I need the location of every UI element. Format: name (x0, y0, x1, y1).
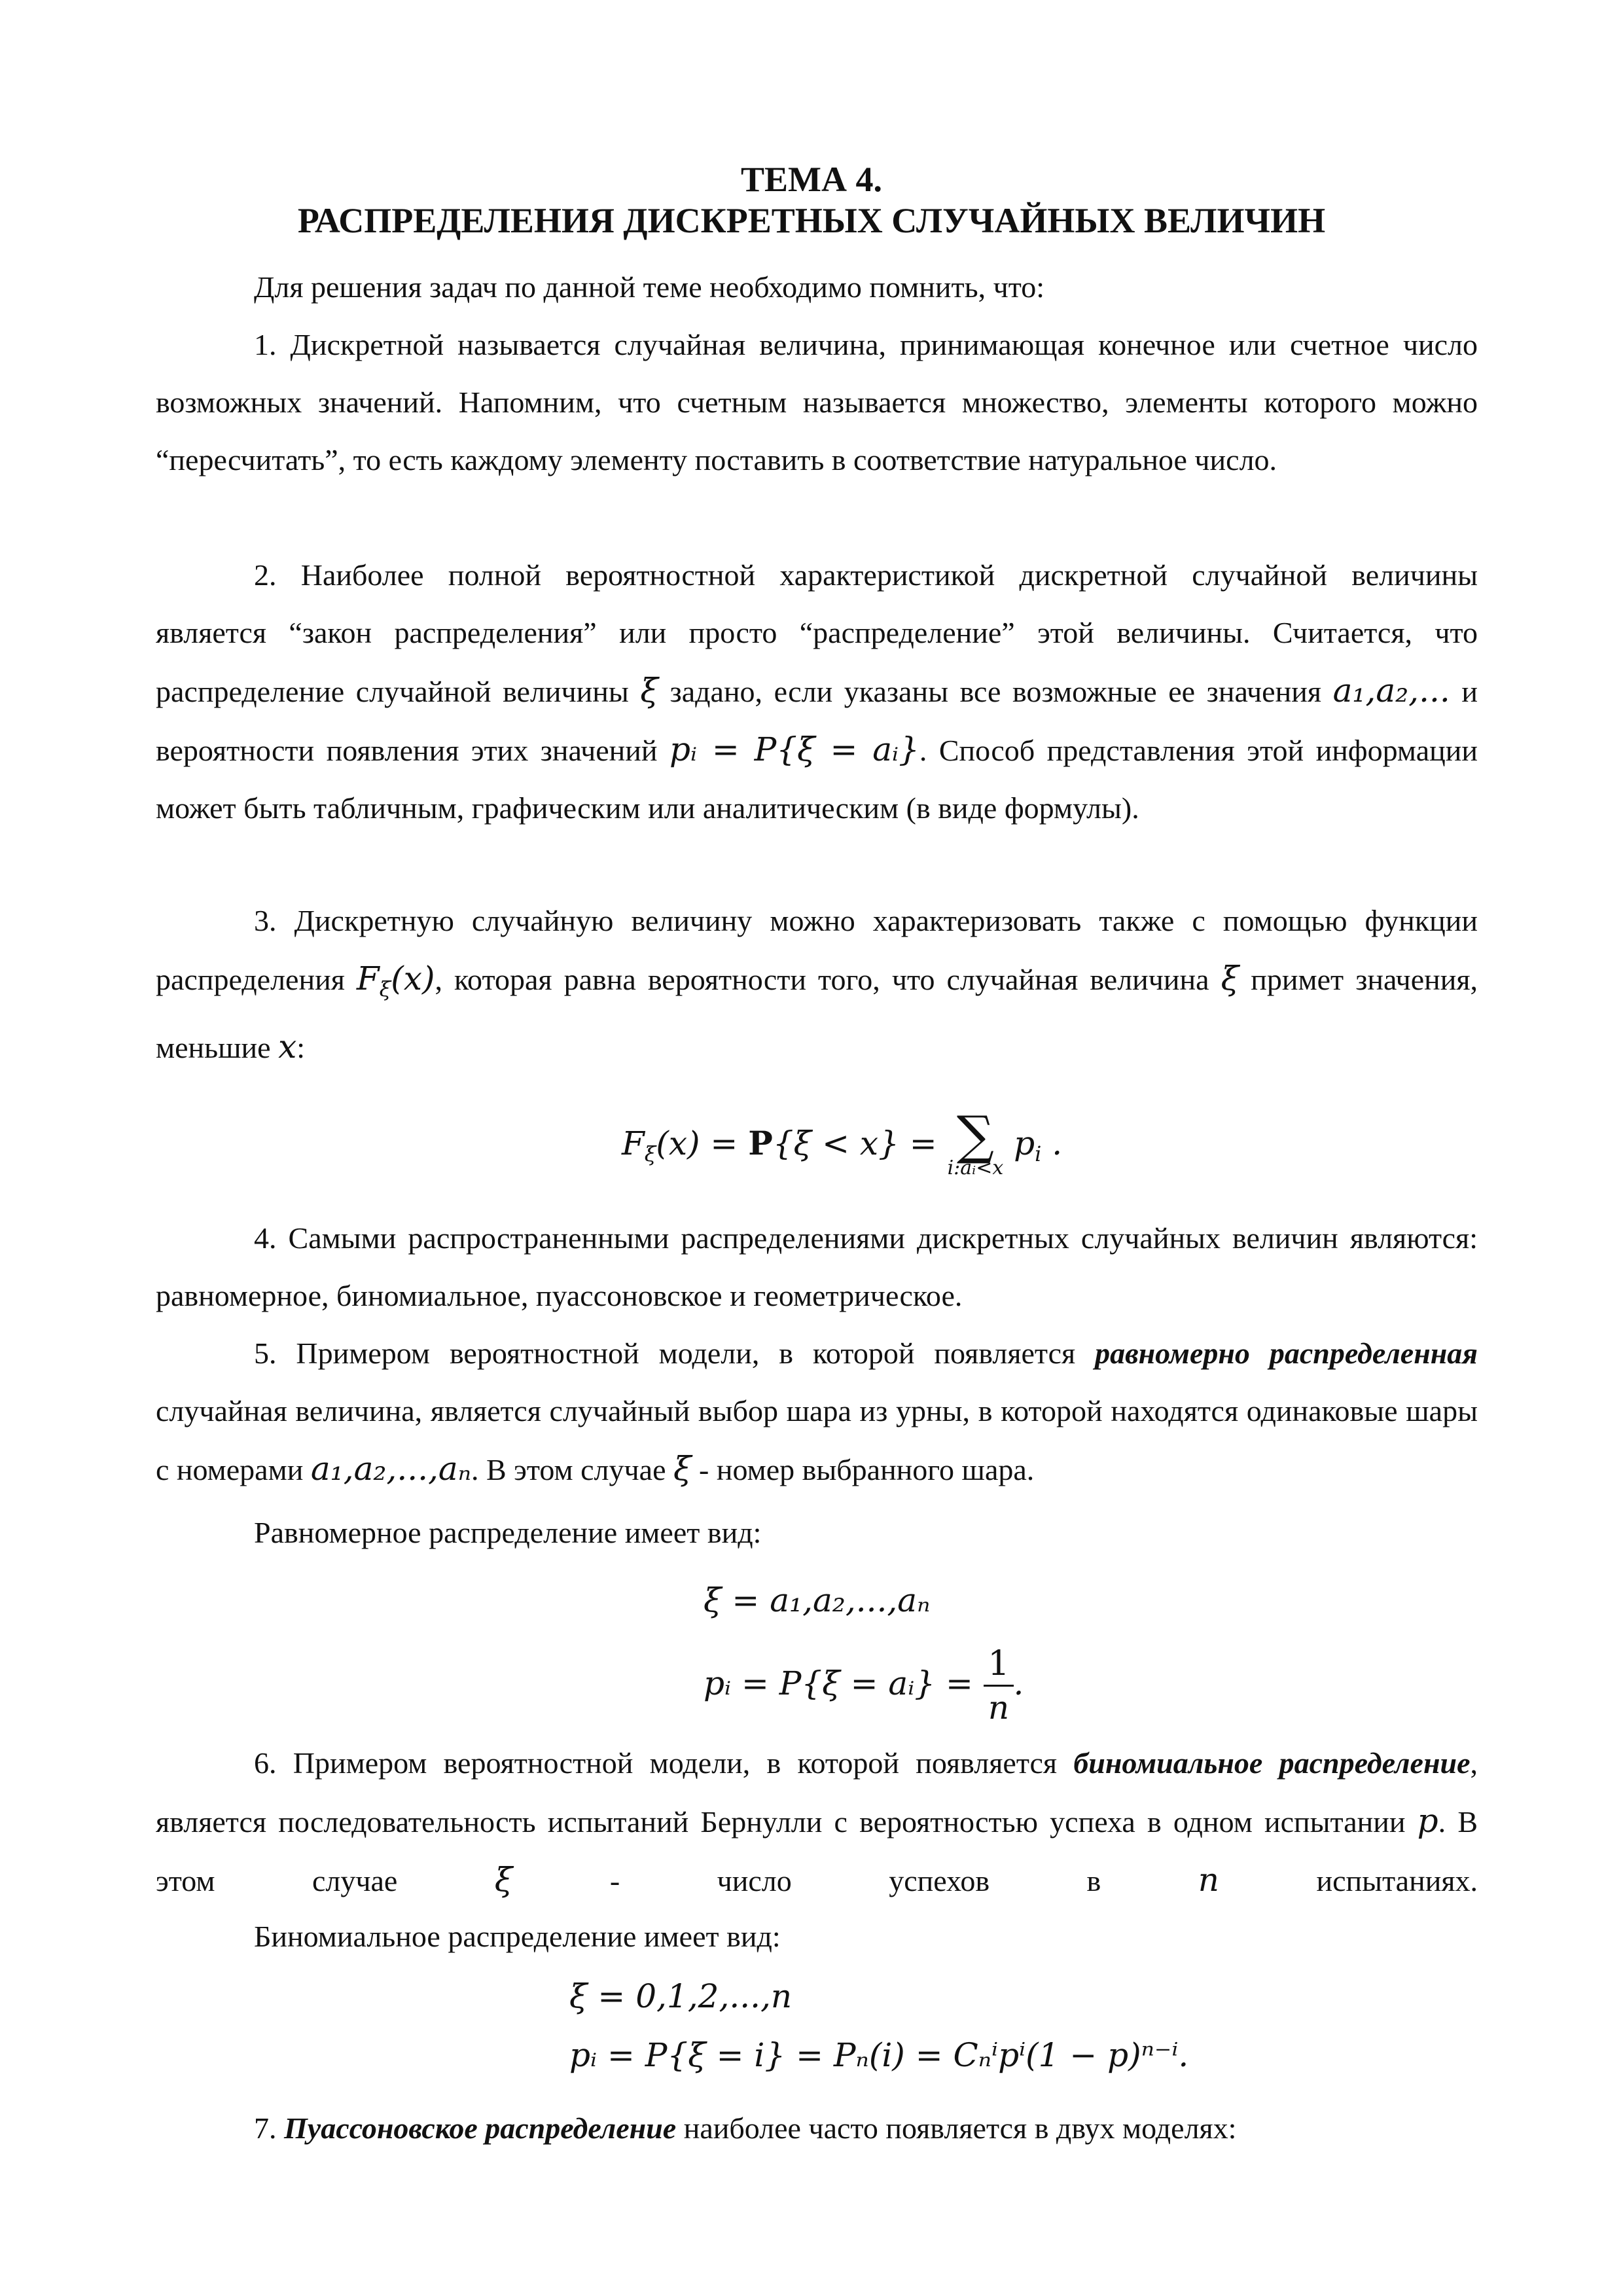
binomial-intro: Биномиальное распределение имеет вид: (254, 1920, 781, 1953)
binomial-term: биномиальное распределение (1073, 1746, 1471, 1780)
cdf-formula: $F_\xi(x) = P\{\xi < x\}$ = ∑ i:aᵢ<x $p_i$ . (622, 1105, 1063, 1179)
paragraph-6: 6. Примером вероятностной модели, в которой появляется биномиальное распределение, является последовательность испытаний Бернулли с вероятностью успеха в одном испытании p. В этом случае ξ - число успехов в n испытаниях. (156, 1746, 1478, 1899)
uniform-fraction: $\frac{1}{n}$ (984, 1643, 1013, 1729)
cdf-symbol: $F_\xi(x)$ (356, 960, 435, 1001)
binomial-prob-formula: pᵢ = P{ξ = i} = Pₙ(i) = Cₙⁱpⁱ(1 − p)ⁿ⁻ⁱ. (569, 2036, 1189, 2074)
xi-symbol: ξ (640, 672, 658, 709)
probability-definition: pᵢ = P{ξ = aᵢ} (669, 730, 919, 768)
binomial-values-formula: ξ = 0,1,2,...,n (569, 1977, 793, 2015)
uniform-prob-formula: pᵢ = P{ξ = aᵢ} = $\frac{1}{n}$ . (704, 1643, 1024, 1729)
topic-title: РАСПРЕДЕЛЕНИЯ ДИСКРЕТНЫХ СЛУЧАЙНЫХ ВЕЛИЧИН (297, 201, 1326, 240)
paragraph-3: 3. Дискретную случайную величину можно характеризовать также с помощью функции распределения $F_\xi(x)$, которая равна вероятности того, что случайная величина ξ примет значения, меньшие x: (156, 904, 1478, 1066)
values-sequence: a₁,a₂,... (1332, 672, 1450, 709)
uniform-term: равномерно распределенная (1095, 1336, 1478, 1370)
paragraph-5: 5. Примером вероятностной модели, в которой появляется равномерно распределенная случайная величина, является случайный выбор шара из урны, в которой находятся одинаковые шары с номерами a₁,a₂,...,aₙ. В этом случае ξ - номер выбранного шара. (156, 1336, 1478, 1488)
paragraph-7: 7. Пуассоновское распределение наиболее часто появляется в двух моделях: (254, 2111, 1237, 2145)
topic-number: ТЕМА 4. (741, 160, 882, 199)
paragraph-1: 1. Дискретной называется случайная величина, принимающая конечное или счетное число возможных значений. Напомним, что счетным называется множество, элементы которого можно “пересчитать”, то есть каждому элементу поставить в соответствие натуральное число. (156, 328, 1478, 476)
intro-text: Для решения задач по данной теме необходимо помнить, что: (254, 270, 1044, 304)
poisson-term: Пуассоновское распределение (284, 2111, 677, 2145)
uniform-values-formula: ξ = a₁,a₂,...,aₙ (704, 1581, 931, 1619)
paragraph-4: 4. Самыми распространенными распределениями дискретных случайных величин являются: равномерное, биномиальное, пуассоновское и геометрическое. (156, 1221, 1478, 1312)
paragraph-2: 2. Наиболее полной вероятностной характеристикой дискретной случайной величины является “закон распределения” или просто “распределение” этой величины. Считается, что распределение случайной величины ξ задано, если указаны все возможные ее значения a₁,a₂,... и вероятности появления этих значений pᵢ = P{ξ = aᵢ}. Способ представления этой информации может быть табличным, графическим или аналитическим (в виде формулы). (156, 558, 1478, 825)
uniform-intro: Равномерное распределение имеет вид: (254, 1516, 762, 1549)
